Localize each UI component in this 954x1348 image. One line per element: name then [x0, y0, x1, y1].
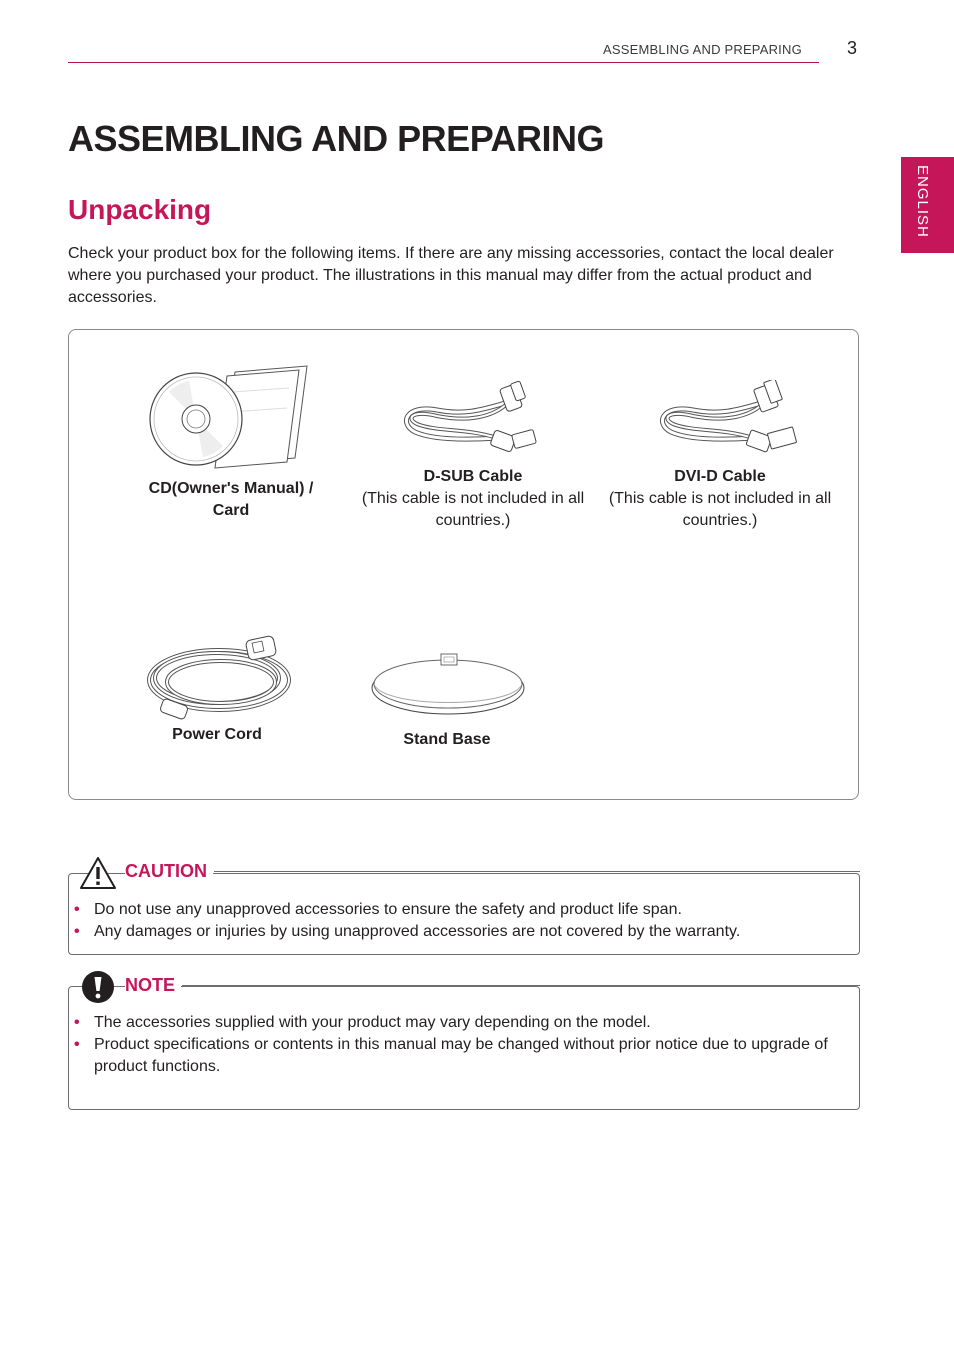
caution-header-line: [214, 871, 860, 872]
note-label: NOTE: [125, 975, 181, 996]
language-tab-label: ENGLISH: [914, 165, 931, 238]
header-rule: [68, 62, 819, 63]
power-cord-illustration: [143, 632, 295, 724]
stand-base-illustration: [369, 648, 527, 718]
running-header: ASSEMBLING AND PREPARING: [603, 42, 802, 57]
page-number: 3: [847, 38, 858, 58]
item-label-dsub: D-SUB Cable (This cable is not included in all countries.): [361, 468, 585, 529]
intro-paragraph: Check your product box for the following items. If there are any missing accessories, contact the local dealer where you purchased your product. The illustrations in this manual may differ from the actual product and accessories.: [68, 245, 834, 306]
item-label-power-cord: Power Cord: [172, 726, 262, 743]
caution-header: [125, 861, 213, 882]
item-label-stand-base: Stand Base: [403, 731, 491, 748]
note-list: [74, 1012, 850, 1078]
dsub-cable-illustration: [397, 380, 553, 456]
item-label-dvid: DVI-D Cable (This cable is not included in all countries.): [608, 468, 832, 529]
note-item: • Product specifications or contents in this manual may be changed without prior notice due to upgrade of product functions.: [74, 1034, 850, 1078]
warning-triangle-icon: [79, 856, 117, 890]
exclamation-circle-icon: [81, 970, 115, 1004]
note-header-line: [182, 985, 860, 986]
section-title: Unpacking: [68, 194, 212, 225]
note-item: • The accessories supplied with your product may vary depending on the model.: [74, 1012, 850, 1034]
package-contents-box: [68, 329, 859, 800]
page-title: ASSEMBLING AND PREPARING: [68, 118, 605, 159]
caution-label: CAUTION: [125, 861, 213, 882]
caution-list: [74, 899, 740, 943]
dvid-cable-illustration: [653, 380, 809, 456]
caution-item: • Any damages or injuries by using unapproved accessories are not covered by the warranty.: [74, 921, 740, 943]
note-header: [125, 975, 181, 996]
language-tab: [901, 157, 954, 253]
cd-card-illustration: [149, 362, 311, 470]
caution-item: • Do not use any unapproved accessories to ensure the safety and product life span.: [74, 899, 740, 921]
item-label-cd: CD(Owner's Manual) / Card: [148, 480, 314, 519]
